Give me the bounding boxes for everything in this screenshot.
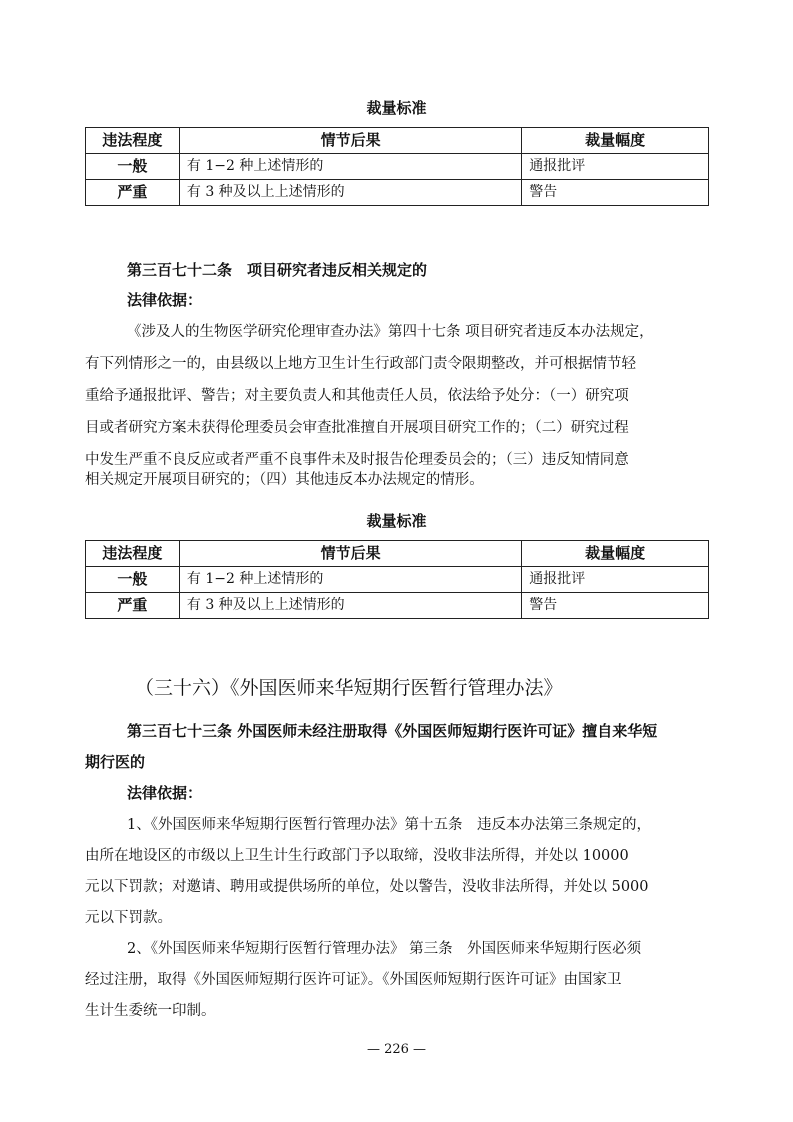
- table2-header-penalty: 裁量幅度: [522, 541, 709, 567]
- table2-row2-level: 严重: [86, 593, 180, 619]
- article372-title: 第三百七十二条 项目研究者违反相关规定的: [127, 261, 428, 279]
- table1-header-consequence: 情节后果: [179, 128, 521, 154]
- article372-line-3: 重给予通报批评、警告；对主要负责人和其他责任人员，依法给予处分：（一）研究项: [85, 388, 629, 404]
- table2-header-row: [86, 541, 709, 567]
- table1-row2-penalty: 警告: [522, 180, 709, 206]
- table1-header-level: 违法程度: [86, 128, 180, 154]
- article373-line-3: 元以下罚款；对邀请、聘用或提供场所的单位，处以警告，没收非法所得，并处以 5000: [85, 879, 649, 895]
- article372-line-4: 目或者研究方案未获得伦理委员会审查批准擅自开展项目研究工作的；（二）研究过程: [85, 420, 629, 436]
- article373-line-4: 元以下罚款。: [85, 910, 172, 926]
- section36-heading: （三十六）《外国医师来华短期行医暂行管理办法》: [135, 677, 563, 699]
- article372-line-2: 有下列情形之一的，由县级以上地方卫生计生行政部门责令限期整改，并可根据情节轻: [85, 356, 636, 372]
- table1-row2-level: 严重: [86, 180, 180, 206]
- table2-row1-consequence: 有 1−2 种上述情形的: [179, 567, 521, 593]
- table2-row1-level: 一般: [86, 567, 180, 593]
- table2-row2-penalty: 警告: [522, 593, 709, 619]
- article373-line-6: 经过注册，取得《外国医师短期行医许可证》。《外国医师短期行医许可证》由国家卫: [85, 972, 622, 988]
- article373-line-7: 生计生委统一印制。: [85, 1003, 216, 1019]
- table2-row2-consequence: 有 3 种及以上上述情形的: [179, 593, 521, 619]
- article372-line-6: 相关规定开展项目研究的；（四）其他违反本办法规定的情形。: [85, 472, 484, 488]
- article373-basis-label: 法律依据：: [127, 784, 203, 802]
- article372-basis-label: 法律依据：: [127, 291, 203, 309]
- article373-title-line-2: 期行医的: [85, 753, 146, 771]
- table1-header-row: [86, 128, 709, 154]
- table-row: [86, 180, 709, 206]
- table2-caption: 裁量标准: [366, 512, 427, 530]
- table1-row2-consequence: 有 3 种及以上上述情形的: [179, 180, 521, 206]
- table1: [85, 127, 709, 206]
- page-number: — 226 —: [366, 1042, 427, 1057]
- table2-row1-penalty: 通报批评: [522, 567, 709, 593]
- table1-row1-penalty: 通报批评: [522, 154, 709, 180]
- table-row: [86, 154, 709, 180]
- table1-header-penalty: 裁量幅度: [522, 128, 709, 154]
- article373-line-1: 1、《外国医师来华短期行医暂行管理办法》第十五条 违反本办法第三条规定的，: [127, 817, 651, 833]
- table1-caption: 裁量标准: [366, 99, 427, 117]
- article373-line-2: 由所在地设区的市级以上卫生计生行政部门予以取缔，没收非法所得，并处以 10000: [85, 848, 629, 864]
- article373-title-line-1: 第三百七十三条 外国医师未经注册取得《外国医师短期行医许可证》擅自来华短: [127, 722, 658, 740]
- article372-line-1: 《涉及人的生物医学研究伦理审查办法》第四十七条 项目研究者违反本办法规定，: [127, 324, 654, 340]
- table2: [85, 540, 709, 619]
- table2-header-consequence: 情节后果: [179, 541, 521, 567]
- article372-line-5: 中发生严重不良反应或者严重不良事件未及时报告伦理委员会的；（三）违反知情同意: [85, 452, 629, 468]
- table1-row1-consequence: 有 1−2 种上述情形的: [179, 154, 521, 180]
- table-row: [86, 567, 709, 593]
- table1-row1-level: 一般: [86, 154, 180, 180]
- table-row: [86, 593, 709, 619]
- table2-header-level: 违法程度: [86, 541, 180, 567]
- article373-line-5: 2、《外国医师来华短期行医暂行管理办法》 第三条 外国医师来华短期行医必须: [127, 941, 642, 957]
